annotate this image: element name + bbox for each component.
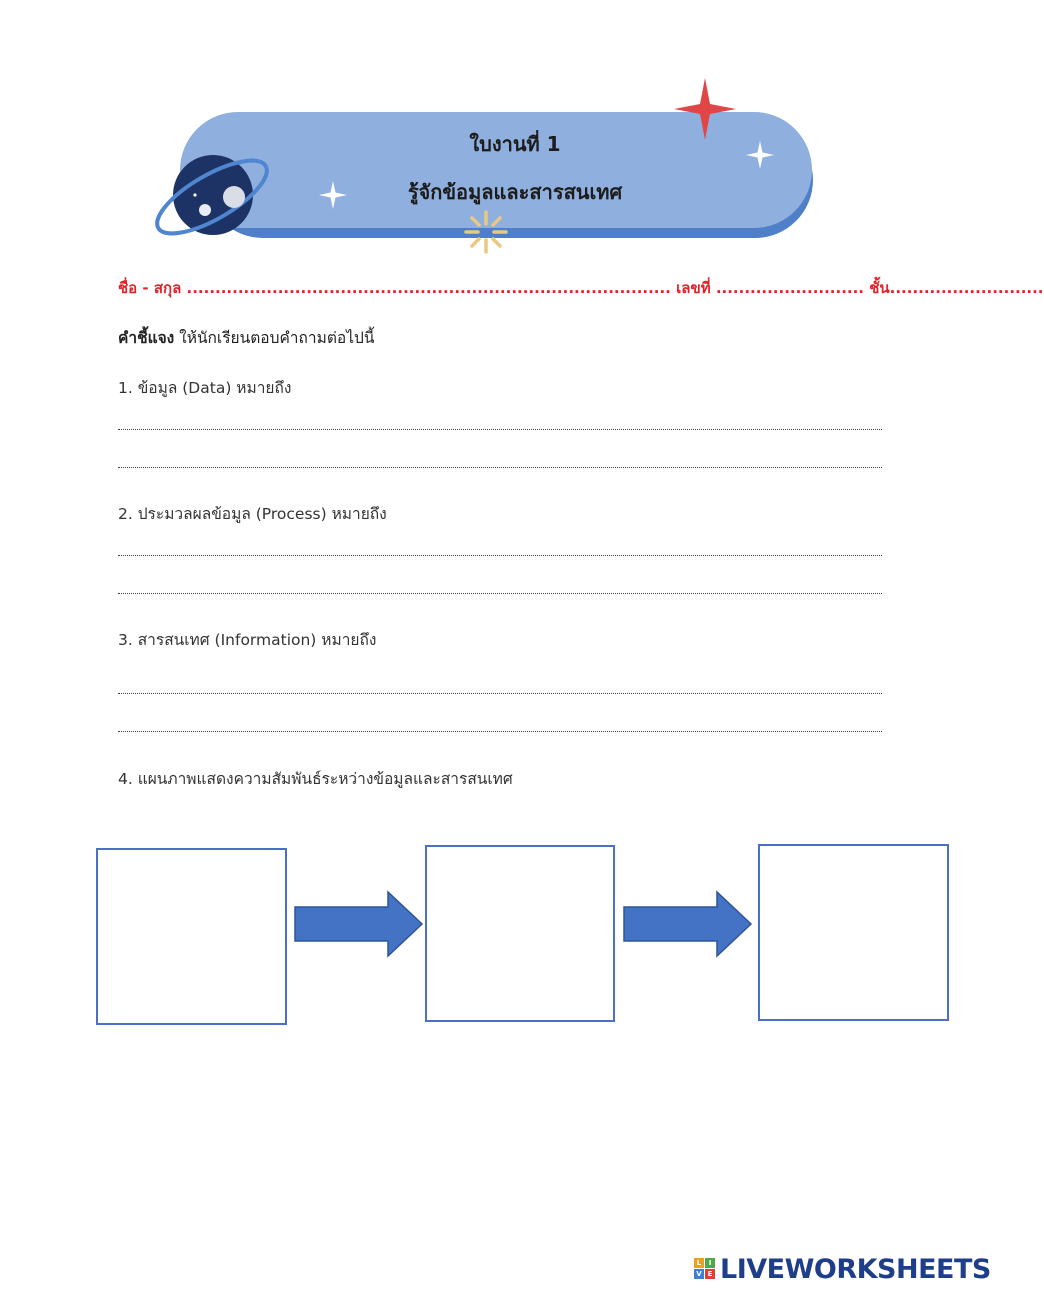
- student-info-line: [118, 276, 1044, 300]
- liveworksheets-logo-icon: [694, 1258, 716, 1280]
- arrow-right-icon: [294, 891, 424, 957]
- diagram-box-information[interactable]: [758, 844, 949, 1021]
- answer-2-line-2[interactable]: [118, 593, 882, 594]
- answer-2-line-1[interactable]: [118, 555, 882, 556]
- question-1: 1. ข้อมูล (Data) หมายถึง: [118, 379, 292, 397]
- logo-letter-l: L: [694, 1258, 704, 1268]
- logo-letter-e: E: [705, 1269, 715, 1279]
- sparkle-icon: [462, 208, 510, 256]
- arrow-right-icon: [623, 891, 753, 957]
- number-field[interactable]: ..........................: [715, 279, 864, 297]
- white-star-icon: [745, 140, 775, 170]
- instructions-label: คำชี้แจง: [118, 329, 175, 347]
- class-field[interactable]: ...........................: [889, 279, 1044, 297]
- class-label: ชั้น: [869, 279, 890, 297]
- diagram-box-data[interactable]: [96, 848, 287, 1025]
- number-label: เลขที่: [676, 279, 711, 297]
- logo-letter-v: V: [694, 1269, 704, 1279]
- answer-3-line-2[interactable]: [118, 731, 882, 732]
- question-2: 2. ประมวลผลข้อมูล (Process) หมายถึง: [118, 505, 387, 523]
- planet-icon: [150, 145, 280, 245]
- answer-3-line-1[interactable]: [118, 693, 882, 694]
- answer-1-line-1[interactable]: [118, 429, 882, 430]
- question-3: 3. สารสนเทศ (Information) หมายถึง: [118, 631, 377, 649]
- liveworksheets-brand: LIVEWORKSHEETS: [720, 1253, 991, 1285]
- instructions-text: ให้นักเรียนตอบคำถามต่อไปนี้: [174, 329, 375, 347]
- instructions: [118, 325, 374, 350]
- worksheet-title: ใบงานที่ 1: [469, 132, 561, 156]
- name-label: ชื่อ - สกุล: [118, 279, 182, 297]
- liveworksheets-logo: [694, 1252, 991, 1286]
- worksheet-subtitle: รู้จักข้อมูลและสารสนเทศ: [407, 180, 623, 204]
- red-star-icon: [672, 76, 738, 142]
- name-field[interactable]: .....................................................................................: [186, 279, 671, 297]
- question-4: 4. แผนภาพแสดงความสัมพันธ์ระหว่างข้อมูลและสารสนเทศ: [118, 770, 513, 788]
- logo-letter-i: I: [705, 1258, 715, 1268]
- answer-1-line-2[interactable]: [118, 467, 882, 468]
- diagram-box-process[interactable]: [425, 845, 615, 1022]
